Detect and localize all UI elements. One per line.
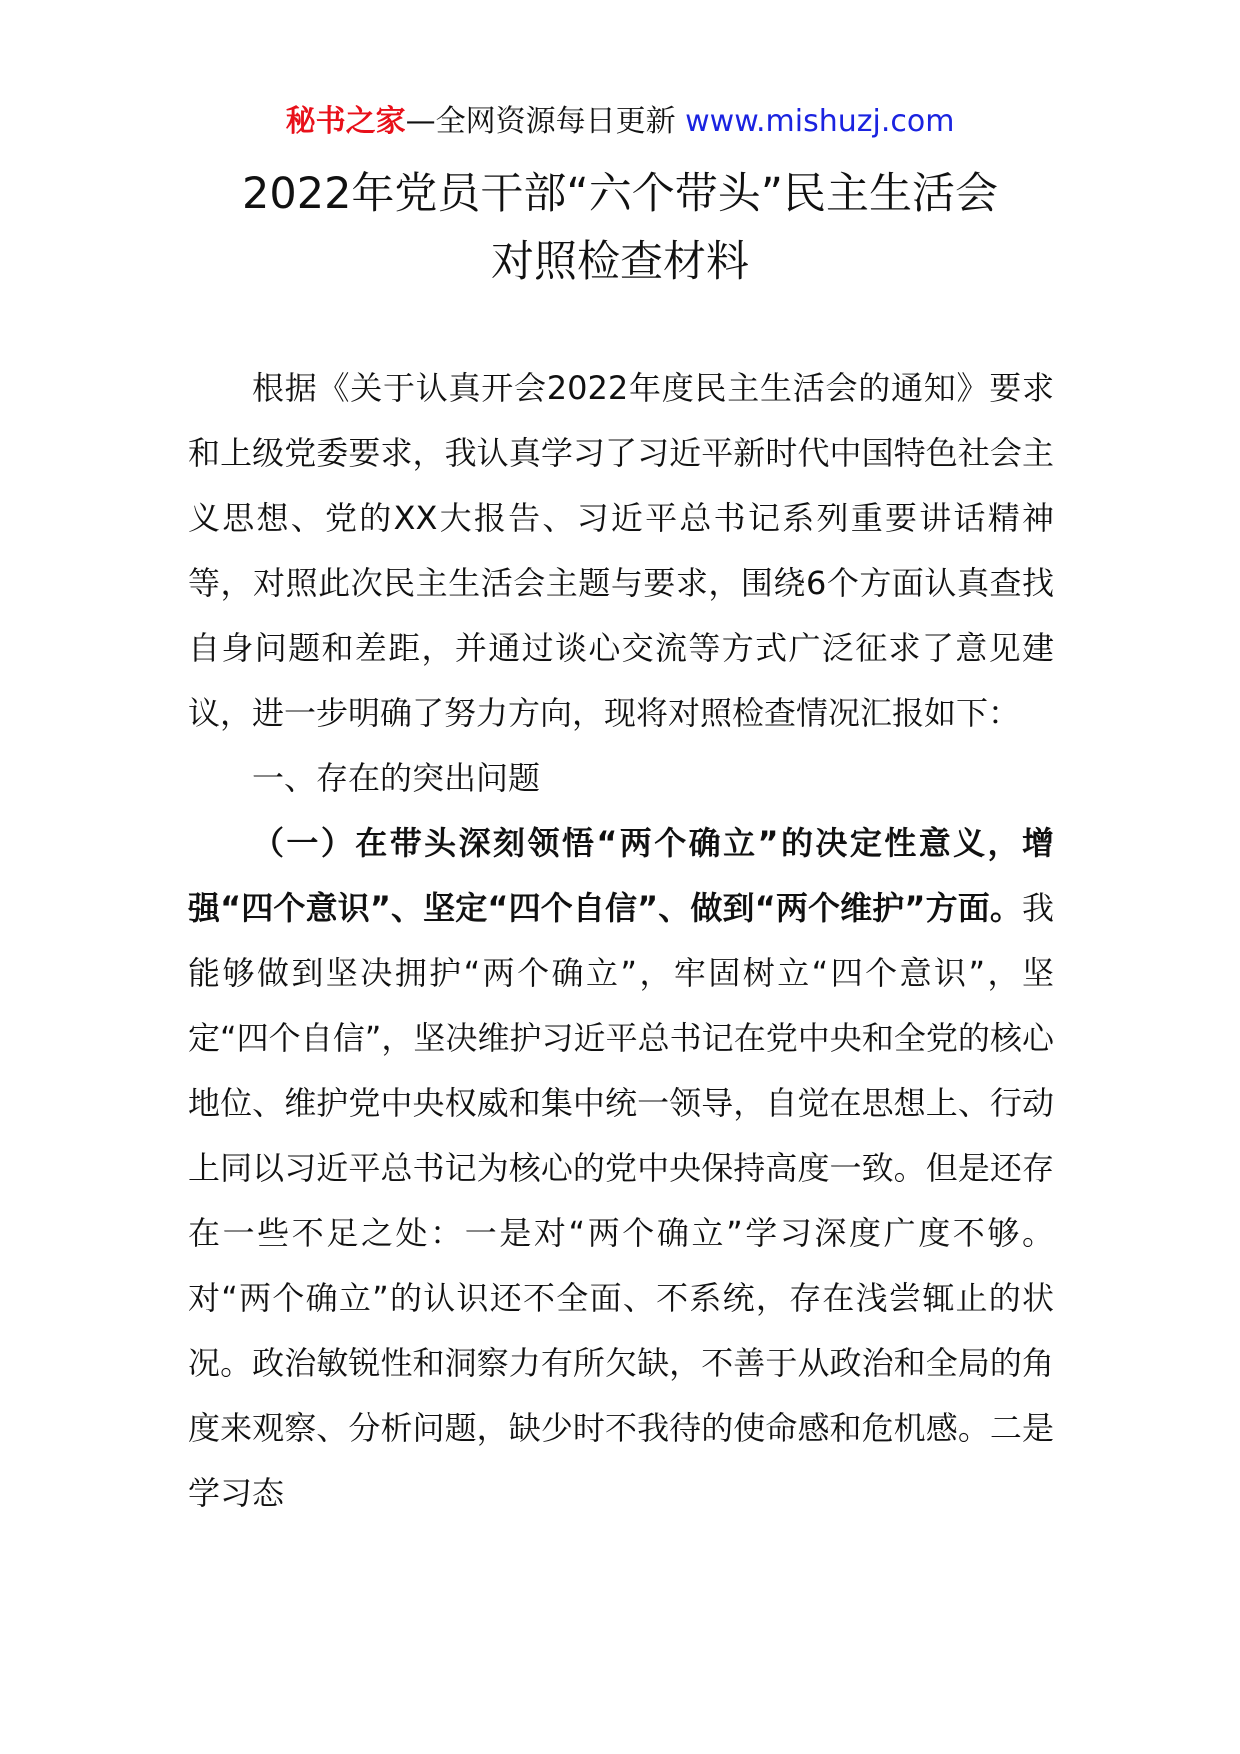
intro-paragraph: 根据《关于认真开会2022年度民主生活会的通知》要求和上级党委要求，我认真学习了习近平新时代中国特色社会主义思想、党的XX大报告、习近平总书记系列重要讲话精神等，对照此次民主生活会主题与要求，围绕6个方面认真查找自身问题和差距，并通过谈心交流等方式广泛征求了意见建议，进一步明确了努力方向，现将对照检查情况汇报如下： xyxy=(188,369,1054,732)
document-body xyxy=(188,356,1054,1526)
title-line-1: 2022年党员干部“六个带头”民主生活会 xyxy=(242,169,998,219)
section-heading: 一、存在的突出问题 xyxy=(252,759,541,797)
site-header xyxy=(0,100,1240,144)
issue-heading: （一）在带头深刻领悟“两个确立”的决定性意义，增强“四个意识”、坚定“四个自信”、做到“两个维护”方面。 xyxy=(188,824,1054,927)
title-line-2: 对照检查材料 xyxy=(491,237,749,287)
site-brand: 秘书之家 xyxy=(285,104,406,139)
site-url-link[interactable]: www.mishuzj.com xyxy=(685,104,955,139)
site-tagline: —全网资源每日更新 xyxy=(405,104,686,139)
document-title xyxy=(0,160,1240,296)
issue-text: 我能够做到坚决拥护“两个确立”，牢固树立“四个意识”，坚定“四个自信”，坚决维护习近平总书记在党中央和全党的核心地位、维护党中央权威和集中统一领导，自觉在思想上、行动上同以习近平总书记为核心的党中央保持高度一致。但是还存在一些不足之处：一是对“两个确立”学习深度广度不够。对“两个确立”的认识还不全面、不系统，存在浅尝辄止的状况。政治敏锐性和洞察力有所欠缺，不善于从政治和全局的角度来观察、分析问题，缺少时不我待的使命感和危机感。二是学习态 xyxy=(188,889,1054,1512)
issue-paragraph xyxy=(188,811,1054,1526)
